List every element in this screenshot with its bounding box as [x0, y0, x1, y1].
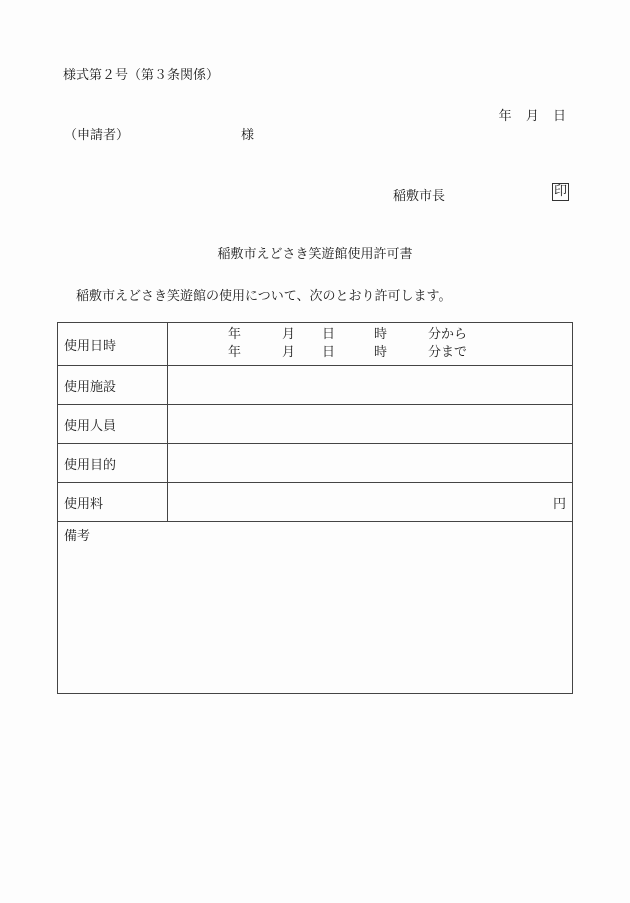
people-field[interactable]: [168, 405, 573, 444]
date-day: 日: [552, 109, 566, 124]
from-minute: 分から: [428, 327, 468, 342]
remarks-label: 備考: [64, 529, 91, 544]
issue-date: [499, 105, 566, 124]
table-row: [58, 323, 573, 366]
table-row: [58, 483, 573, 522]
date-to: [174, 344, 566, 362]
facility-label: 使用施設: [58, 366, 168, 405]
table-row: [58, 366, 573, 405]
date-year: 年: [498, 109, 512, 124]
date-field[interactable]: [168, 323, 573, 366]
fee-label: 使用料: [58, 483, 168, 522]
mayor-title: 稲敷市長: [393, 189, 446, 204]
to-hour: 時: [374, 345, 388, 360]
from-year: 年: [228, 327, 242, 342]
applicant-label: （申請者）: [64, 128, 130, 143]
fee-field[interactable]: [168, 483, 573, 522]
intro-text: 稲敷市えどさき笑遊館の使用について、次のとおり許可します。: [76, 289, 452, 304]
date-label: 使用日時: [58, 323, 168, 366]
to-day: 日: [322, 345, 336, 360]
to-minute: 分まで: [428, 345, 468, 360]
applicant-line: [64, 124, 254, 143]
remarks-field[interactable]: [58, 522, 573, 694]
seal-mark: 印: [554, 184, 568, 199]
to-month: 月: [282, 345, 296, 360]
fee-unit: 円: [552, 496, 566, 512]
table-row: [58, 444, 573, 483]
purpose-field[interactable]: [168, 444, 573, 483]
table-row: [58, 522, 573, 694]
facility-field[interactable]: [168, 366, 573, 405]
honorific: 様: [241, 128, 255, 143]
document-title: 稲敷市えどさき笑遊館使用許可書: [217, 247, 413, 262]
date-month: 月: [525, 109, 539, 124]
purpose-label: 使用目的: [58, 444, 168, 483]
form-number: 様式第２号（第３条関係）: [63, 68, 220, 83]
from-day: 日: [322, 327, 336, 342]
permit-table: [57, 322, 573, 694]
date-from: [174, 326, 566, 344]
from-hour: 時: [374, 327, 388, 342]
to-year: 年: [228, 345, 242, 360]
people-label: 使用人員: [58, 405, 168, 444]
table-row: [58, 405, 573, 444]
from-month: 月: [282, 327, 296, 342]
